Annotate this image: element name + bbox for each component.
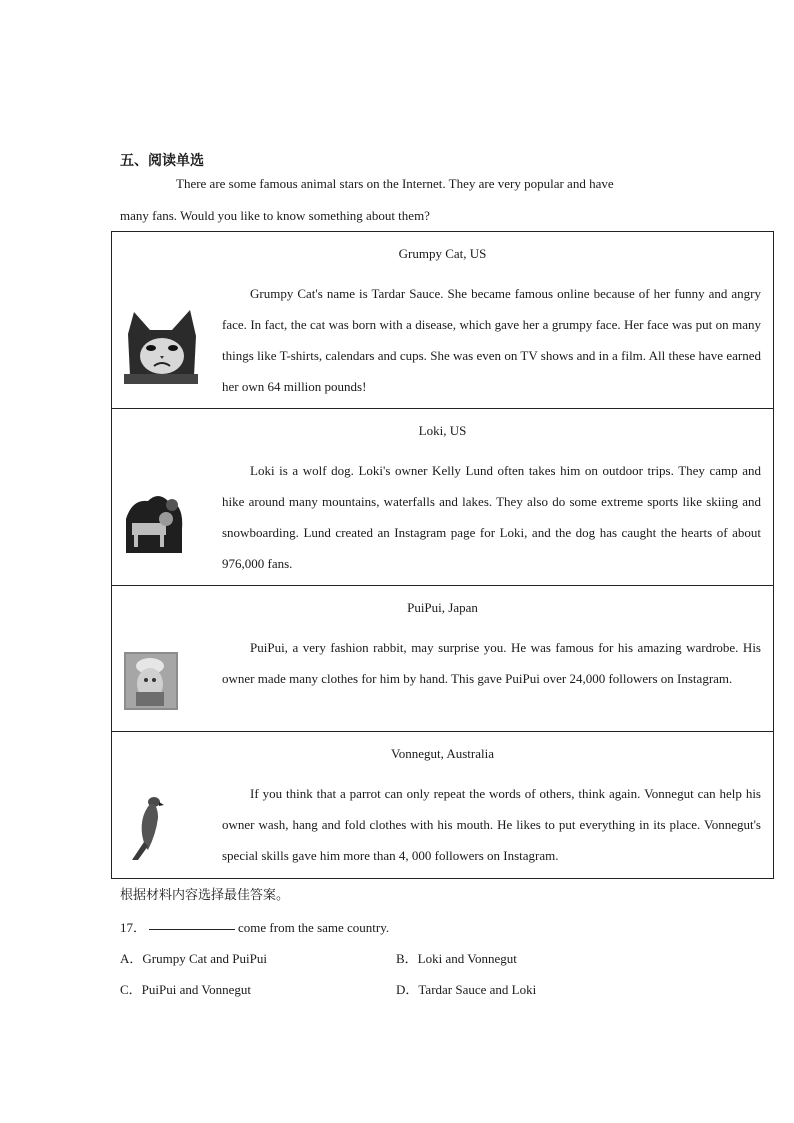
- card-vonnegut: [112, 732, 773, 878]
- vonnegut-parrot-photo: [126, 794, 166, 862]
- option-a[interactable]: [120, 948, 267, 967]
- option-c[interactable]: [120, 979, 251, 998]
- option-letter: B．: [396, 951, 418, 966]
- option-letter: A．: [120, 951, 143, 966]
- option-b[interactable]: [396, 948, 517, 967]
- card-title: Vonnegut, Australia: [390, 746, 495, 761]
- question-instruction: 根据材料内容选择最佳答案。: [120, 888, 290, 903]
- section-title: 五、阅读单选: [120, 153, 204, 169]
- puipui-rabbit-photo: [124, 652, 178, 710]
- card-loki: [112, 409, 773, 586]
- card-text: If you think that a parrot can only repeat the words of others, think again. Vonnegut can help his owner wash, hang and fold clothes with his mouth. He likes to put everything in its place. Vonnegut's special skills gave him more than 4, 000 followers on Instagram.: [222, 786, 761, 863]
- question-number: 17．: [120, 920, 147, 935]
- option-text: Tardar Sauce and Loki: [418, 982, 537, 997]
- loki-dog-photo: [122, 489, 188, 555]
- card-title: Loki, US: [418, 423, 467, 438]
- card-text: Loki is a wolf dog. Loki's owner Kelly Lund often takes him on outdoor trips. They camp and hike around many mountains, waterfalls and lakes. They also do some extreme sports like skiing and snowboarding. Lund created an Instagram page for Loki, and the dog has caught the hearts of about 976,000 fans.: [222, 463, 761, 571]
- intro-line-2: many fans. Would you like to know something about them?: [120, 208, 430, 223]
- question-stem-text: come from the same country.: [238, 920, 390, 935]
- option-text: PuiPui and Vonnegut: [141, 982, 251, 997]
- question-stem: [120, 917, 389, 936]
- answer-blank: [149, 929, 235, 930]
- intro-line-1: There are some famous animal stars on the Internet. They are very popular and have: [176, 176, 614, 191]
- option-letter: C．: [120, 982, 142, 997]
- option-letter: D．: [396, 982, 419, 997]
- card-puipui: [112, 586, 773, 732]
- card-text: PuiPui, a very fashion rabbit, may surprise you. He was famous for his amazing wardrobe. His owner made many clothes for him by hand. This gave PuiPui over 24,000 followers on Instagram.: [222, 640, 761, 686]
- animal-stars-table: [111, 231, 774, 879]
- option-text: Loki and Vonnegut: [417, 951, 517, 966]
- grumpy-cat-photo: [120, 304, 202, 386]
- card-title: PuiPui, Japan: [407, 600, 478, 615]
- card-grumpy-cat: [112, 232, 773, 409]
- option-d[interactable]: [396, 979, 536, 998]
- card-text: Grumpy Cat's name is Tardar Sauce. She became famous online because of her funny and angry face. In fact, the cat was born with a disease, which gave her a grumpy face. Her face was put on many things like T-shirts, calendars and cups. She was even on TV shows and in a film. All these have earned her own 64 million pounds!: [222, 286, 761, 394]
- card-title: Grumpy Cat, US: [398, 246, 487, 261]
- option-text: Grumpy Cat and PuiPui: [142, 951, 267, 966]
